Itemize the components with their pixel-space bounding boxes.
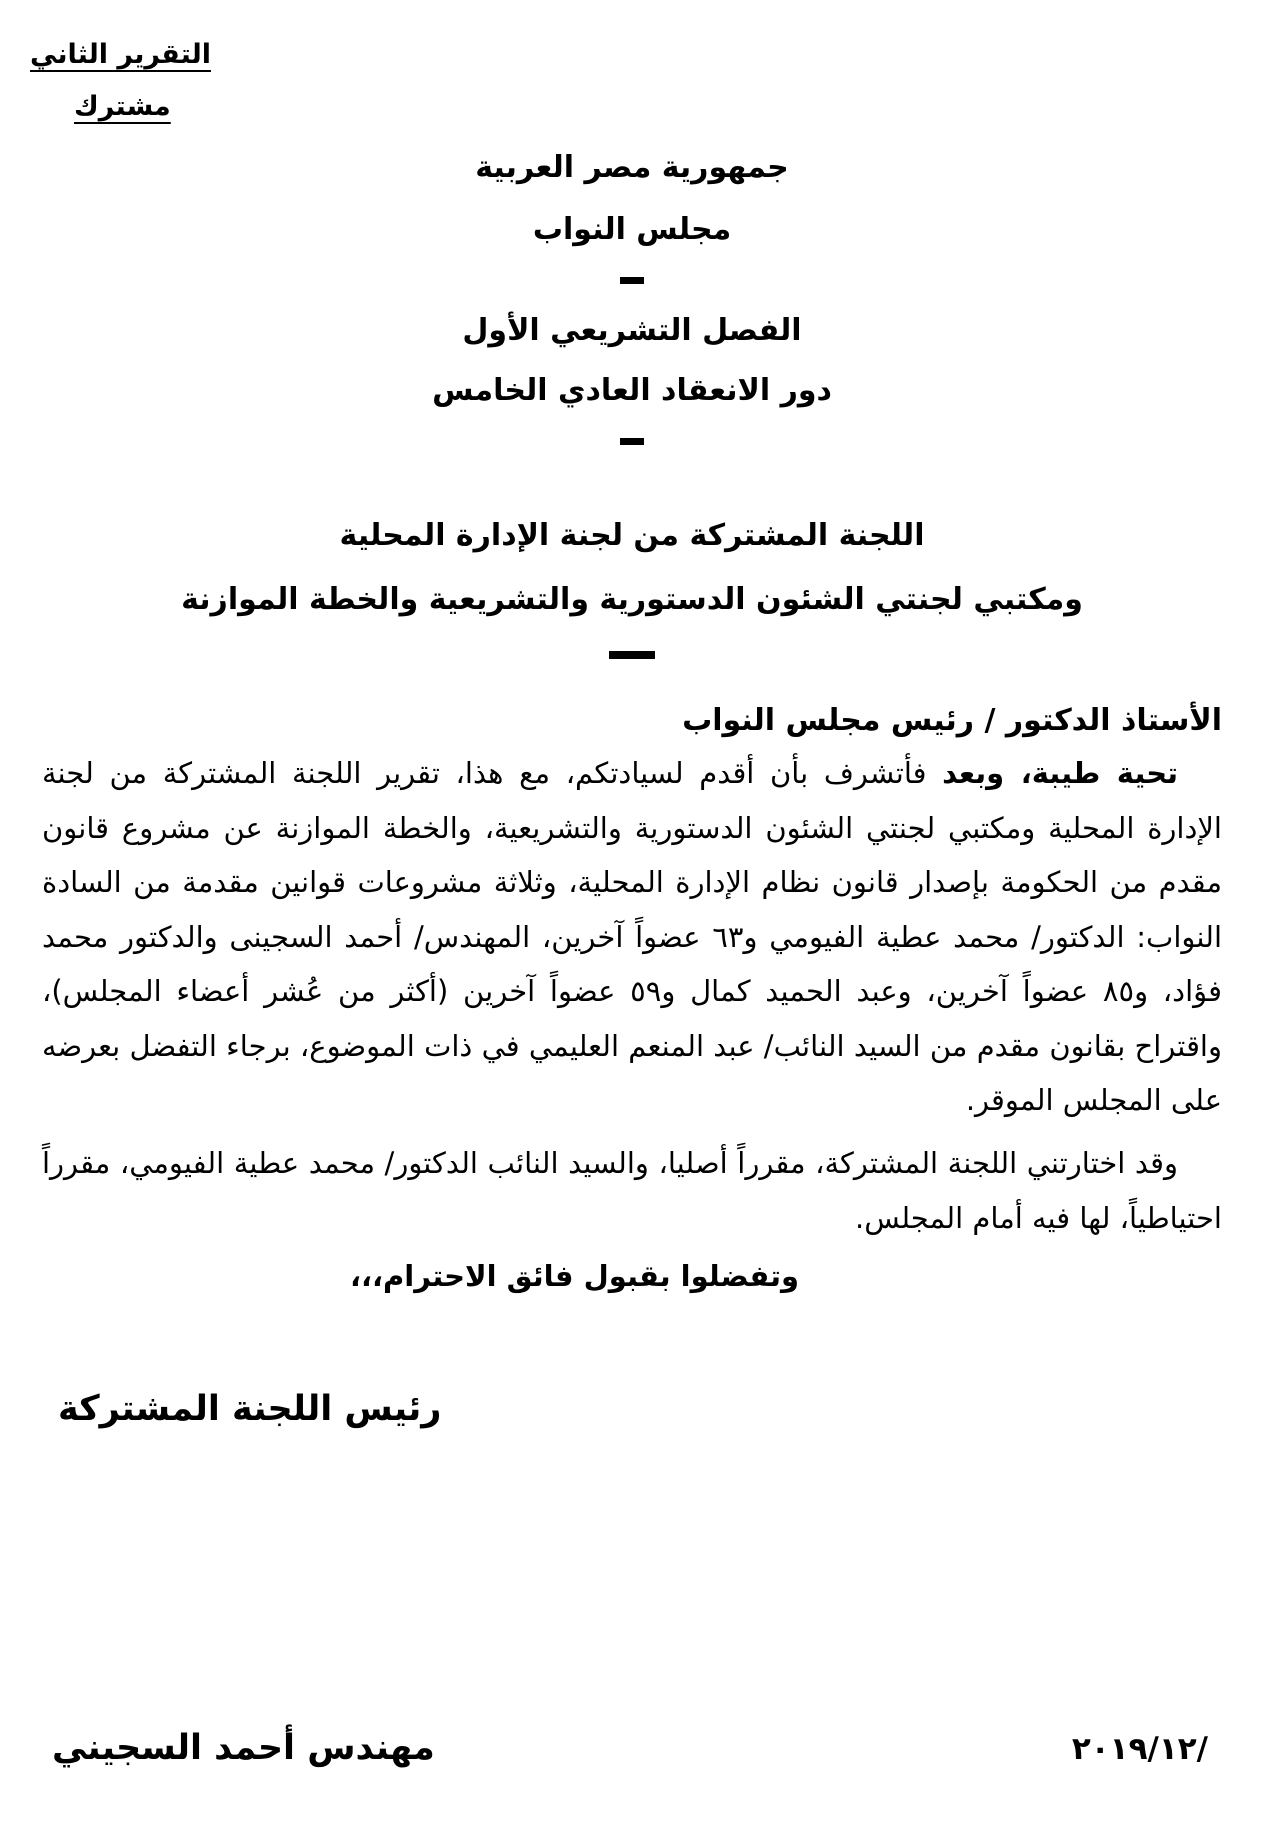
body-paragraph-1 bbox=[0, 746, 1264, 1128]
closing-line: وتفضلوا بقبول فائق الاحترام،،، bbox=[349, 1259, 800, 1294]
corner-joint-label: مشترك bbox=[74, 90, 171, 122]
corner-labels bbox=[0, 40, 1264, 121]
separator-dash bbox=[620, 438, 644, 445]
separator-dash-long bbox=[609, 651, 655, 659]
corner-report-label: التقرير الثاني bbox=[30, 39, 211, 70]
greeting-bold-text: تحية طيبة، وبعد bbox=[942, 756, 1179, 791]
report-date: ٢٠١٩/١٢/ bbox=[1071, 1731, 1208, 1767]
bottom-row bbox=[0, 1728, 1264, 1768]
letterhead-council: مجلس النواب bbox=[532, 212, 732, 248]
body-paragraph-2: وقد اختارتني اللجنة المشتركة، مقرراً أصليا، والسيد النائب الدكتور/ محمد عطية الفيومي، مقرراً احتياطياً، لها فيه أمام المجلس. bbox=[42, 1145, 1222, 1235]
salutation-line: الأستاذ الدكتور / رئيس مجلس النواب bbox=[682, 703, 1222, 739]
committee-name-line1: اللجنة المشتركة من لجنة الإدارة المحلية bbox=[339, 518, 925, 554]
separator-dash bbox=[620, 277, 644, 284]
letterhead-country: جمهورية مصر العربية bbox=[475, 150, 789, 186]
letterhead-session: دور الانعقاد العادي الخامس bbox=[432, 373, 832, 409]
signature-title: رئيس اللجنة المشتركة bbox=[58, 1389, 442, 1430]
letterhead-legislative-term: الفصل التشريعي الأول bbox=[462, 313, 802, 349]
signature-name: مهندس أحمد السجيني bbox=[52, 1728, 435, 1768]
committee-name-line2: ومكتبي لجنتي الشئون الدستورية والتشريعية والخطة الموازنة bbox=[181, 582, 1083, 618]
paragraph-1-text: فأتشرف بأن أقدم لسيادتكم، مع هذا، تقرير اللجنة المشتركة من لجنة الإدارة المحلية ومكتبي لجنتي الشئون الدستورية والتشريعية، والخطة الموازنة عن مشروع قانون مقدم من الحكومة بإصدار قانون نظام الإدارة المحلية، وثلاثة مشروعات قوانين مقدمة من السادة النواب: الدكتور/ محمد عطية الفيومي و٦٣ عضواً آخرين، المهندس/ أحمد السجينى والدكتور محمد فؤاد، و٨٥ عضواً آخرين، وعبد الحميد كمال و٥٩ عضواً آخرين (أكثر من عُشر أعضاء المجلس)، واقتراح بقانون مقدم من السيد النائب/ عبد المنعم العليمي في ذات الموضوع، برجاء التفضل بعرضه على المجلس الموقر. bbox=[42, 756, 1222, 1118]
